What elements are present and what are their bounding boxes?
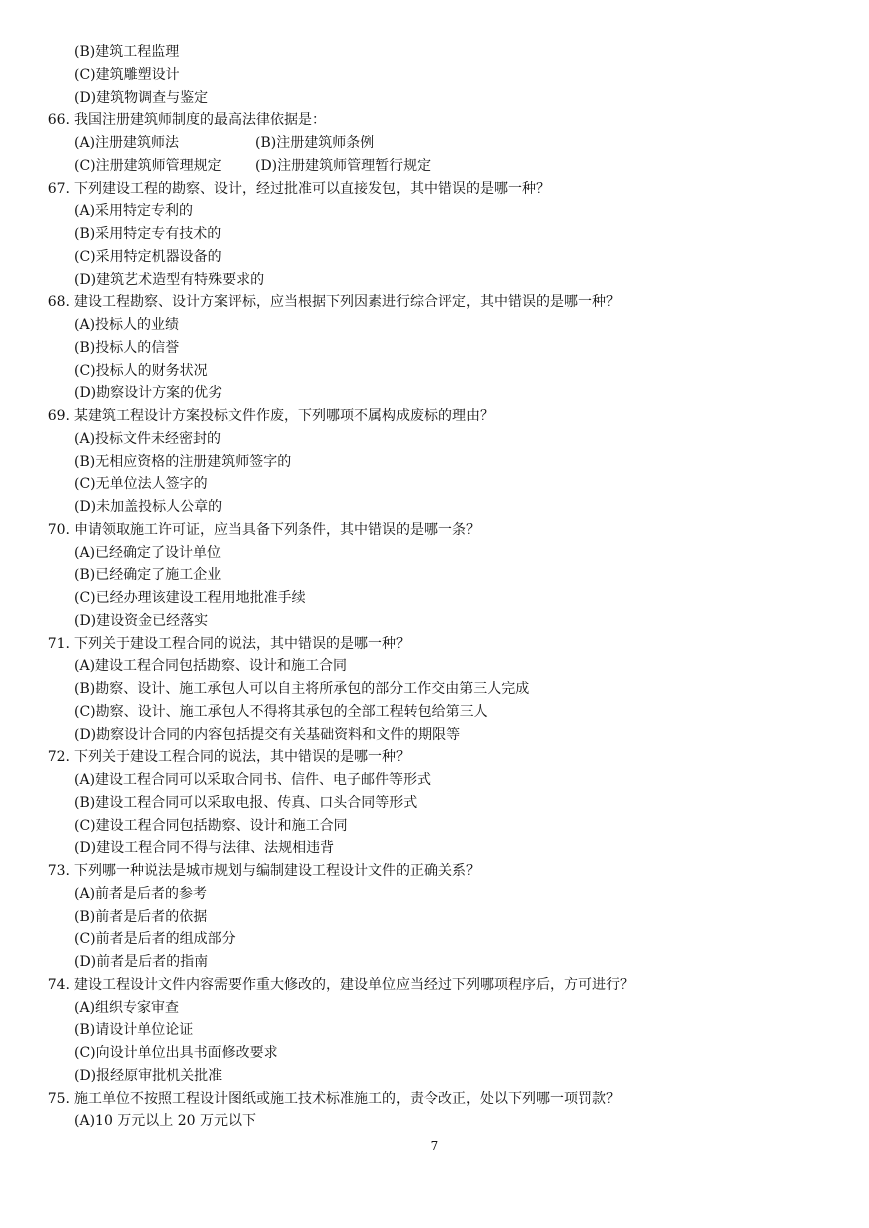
question-text: 我国注册建筑师制度的最高法律依据是： [74, 112, 326, 129]
question-line [40, 974, 860, 997]
option-row [40, 132, 860, 155]
option-line: (D)前者是后者的指南 [74, 954, 209, 970]
question-text: 施工单位不按照工程设计图纸或施工技术标准施工的，责令改正，处以下列哪一项罚款？ [74, 1090, 620, 1107]
option-line: (A)前者是后者的参考 [74, 885, 208, 902]
question-number: 70. [47, 521, 70, 538]
question-text: 下列建设工程的勘察、设计，经过批准可以直接发包，其中错误的是哪一种？ [74, 180, 550, 197]
question-number: 71. [47, 635, 70, 652]
option-line: (B)无相应资格的注册建筑师签字的 [74, 453, 292, 470]
option-line: (B)勘察、设计、施工承包人可以自主将所承包的部分工作交由第三人完成 [74, 681, 530, 697]
option-line: (A)采用特定专利的 [74, 203, 194, 220]
option-line: (B)请设计单位论证 [74, 1022, 194, 1039]
option-line: (A)已经确定了设计单位 [74, 544, 222, 561]
option-line: (D)勘察设计方案的优劣 [74, 385, 223, 402]
option-line: (D)勘察设计合同的内容包括提交有关基础资料和文件的期限等 [74, 726, 461, 743]
question-number: 75. [47, 1090, 70, 1107]
option-line: (A)建设工程合同可以采取合同书、信件、电子邮件等形式 [74, 772, 432, 788]
option-line: (B)已经确定了施工企业 [74, 567, 222, 584]
question-text: 某建筑工程设计方案投标文件作废，下列哪项不属构成废标的理由？ [74, 408, 494, 424]
question-line [40, 746, 860, 769]
page-number: 7 [430, 1139, 439, 1153]
option-line: (B)前者是后者的依据 [74, 908, 208, 925]
option-line: (C)前者是后者的组成部分 [74, 931, 236, 948]
option-line: (D)报经原审批机关批准 [74, 1067, 223, 1084]
option-line: (C)无单位法人签字的 [74, 476, 208, 493]
option-line: (C)向设计单位出具书面修改要求 [74, 1045, 278, 1061]
question-text: 申请领取施工许可证，应当具备下列条件，其中错误的是哪一条？ [74, 521, 480, 538]
option-line: (A)10 万元以上 20 万元以下 [74, 1113, 257, 1130]
question-number: 74. [47, 976, 70, 993]
option-line: (A)投标文件未经密封的 [74, 430, 222, 447]
question-line [40, 860, 860, 883]
option-line: (C)建筑雕塑设计 [74, 66, 180, 83]
option-item: (C)注册建筑师管理规定 [74, 157, 222, 174]
option-line: (C)建设工程合同包括勘察、设计和施工合同 [74, 817, 348, 834]
question-line [40, 1088, 860, 1111]
option-line: (B)建设工程合同可以采取电报、传真、口头合同等形式 [74, 794, 418, 811]
question-number: 69. [47, 408, 70, 424]
question-number: 68. [47, 294, 70, 311]
question-text: 下列关于建设工程合同的说法，其中错误的是哪一种？ [74, 749, 410, 766]
option-line: (A)建设工程合同包括勘察、设计和施工合同 [74, 658, 348, 675]
option-line: (C)采用特定机器设备的 [74, 248, 222, 265]
option-line: (D)建设工程合同不得与法律、法规相违背 [74, 840, 335, 857]
option-line: (C)勘察、设计、施工承包人不得将其承包的全部工程转包给第三人 [74, 703, 488, 720]
question-number: 73. [47, 863, 70, 879]
question-text: 建设工程勘察、设计方案评标，应当根据下列因素进行综合评定，其中错误的是哪一种？ [74, 294, 620, 311]
question-line [40, 633, 860, 656]
question-number: 72. [47, 749, 70, 766]
question-number: 67. [47, 180, 70, 197]
option-line: (D)建筑艺术造型有特殊要求的 [74, 271, 265, 288]
option-line: (B)投标人的信誉 [74, 339, 180, 356]
option-line: (D)建设资金已经落实 [74, 612, 209, 629]
option-item: (A)注册建筑师法 [74, 135, 180, 151]
option-line: (D)未加盖投标人公章的 [74, 499, 223, 515]
question-line [40, 178, 860, 201]
option-line: (C)投标人的财务状况 [74, 362, 208, 379]
question-text: 建设工程设计文件内容需要作重大修改的，建设单位应当经过下列哪项程序后，方可进行？ [74, 976, 634, 993]
question-line [40, 405, 860, 428]
option-line: (A)投标人的业绩 [74, 317, 180, 333]
question-text: 下列关于建设工程合同的说法，其中错误的是哪一种？ [74, 635, 410, 652]
option-line: (A)组织专家审查 [74, 999, 180, 1016]
option-line: (C)已经办理该建设工程用地批准手续 [74, 590, 306, 606]
question-line [40, 519, 860, 542]
option-row [40, 155, 860, 178]
option-line: (B)采用特定专有技术的 [74, 226, 222, 242]
question-line [40, 291, 860, 314]
question-text: 下列哪一种说法是城市规划与编制建设工程设计文件的正确关系？ [74, 863, 480, 879]
option-line: (B)建筑工程监理 [74, 44, 180, 60]
question-number: 66. [47, 112, 70, 129]
question-list [40, 41, 860, 1133]
option-item: (B)注册建筑师条例 [255, 135, 375, 151]
option-line: (D)建筑物调查与鉴定 [74, 89, 209, 106]
question-line [40, 109, 860, 132]
option-item: (D)注册建筑师管理暂行规定 [255, 157, 432, 174]
